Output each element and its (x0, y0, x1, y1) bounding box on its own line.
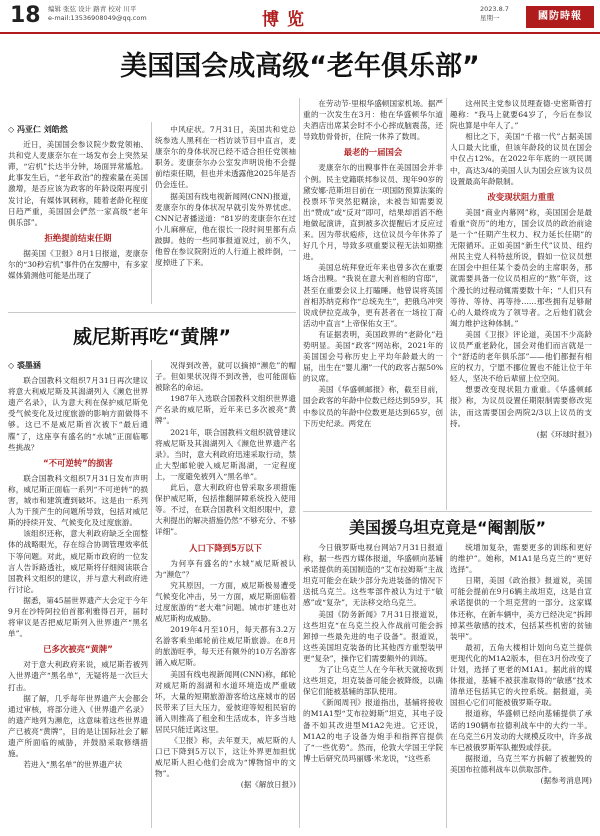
article3-paragraph: 据报道，乌克兰军方拆解了被摧毁的美国布拉德利战车以供取部件。 (450, 753, 592, 774)
article2-paragraph: 究其原因，一方面，威尼斯极易遭受气候变化冲击，另一方面，威尼斯面临着过度旅游的“老大难”问题。城市扩建也对威尼斯构成威胁。 (155, 580, 296, 624)
article2-paragraph: 据悉，第45届世界遗产大会定于今年9月在沙特阿拉伯首都利雅得召开，届时将审议是否把威尼斯列入世界遗产“黑名单”。 (8, 595, 148, 639)
article1-paragraph: 在劳动节·里根华盛顿国家机场。据严重的一次发生在3月：他在华盛顿华尔道夫酒店出席某会时不小心摔成脑震荡，还导致肋骨骨折，住院一休养了数周。 (303, 99, 443, 142)
article2-paragraph: 该组织还称，意大利政府缺乏全面整体的战略眼光，存在综合协调管理效率低下等问题。对此，威尼斯市政府的一位发言人告诉路透社，威尼斯将仔细阅读联合国教科文组织的建议，并与意大利政府进行讨论。 (8, 529, 148, 594)
page-number: 18 (10, 3, 41, 28)
editor-email: e-mail:13536908049@qq.com (48, 14, 147, 22)
article3-paragraph: 报道称，华盛顿已经向基辅提供了承诺的190辆布拉德利战车中的大约一半。在乌克兰6月发动的大规模反攻中，许多战车已被俄罗斯军队摧毁或俘获。 (450, 709, 592, 752)
article-divider (8, 312, 296, 313)
article1-paragraph: 美国总统拜登近年来也曾多次在重要场合出糗。“我说在意大利首相的官邸”，甚至在重要会议上打瞌睡。他曾误将英国首相苏纳克称作“总统先生”，把俄乌冲突说成伊拉克战争，更有甚者在一场拉丁裔活动中直言“上帝保佑女王”。 (303, 263, 443, 328)
article3-paragraph: 日期，美国《政治报》报道说，美国可能会提前在9月6辆主战坦克，这是自宣承诺提供的一个坦克营的一部分。这家媒体还称，在新车辆中，美方已经决定“拆卸掉某些敏感的技术，包括某些机密的贫铀装甲”。 (450, 576, 592, 641)
editor-names: 编辑 张弦 设计 路青 校对 川平 (48, 5, 137, 13)
column-rule (299, 98, 300, 828)
article1-paragraph: 相比之下，美国“千禧一代”占据美国人口最大比重，但该年龄段的议员在国会中仅占12%。在2022年年底的一项民调中，高达3/4的美国人认为国会应该为议员设置最高年龄限制。 (450, 132, 592, 186)
article1-column-3 (303, 98, 443, 510)
article1-subheading-2: 最老的一届国会 (343, 147, 403, 158)
article1-headline: 美国国会成高级“老年俱乐部” (120, 51, 480, 82)
article1-paragraph: 美国“商业内幕网”称，美国国会是最看重“资历”的地方，国会议员的政治前途是一个“任期产生权力、权力延长任期”的无限循环。正如美国“新生代”议员、纽约州民主党人科特兹所说，假如一位议员想在国会中担任某个委员会的主席职务，那就需要具备一位议员相应的“熬”年资，这个漫长的过程动辄需要数十年；“人们只有等待、等待、再等待……那些拥有足够耐心的人最终成为了领导者。之后他们就会竭力维护这种体制。” (450, 207, 592, 328)
article3-paragraph: 最初，五角大楼相计划向乌克兰提供更现代化的M1A2版本，但在3月份改变了计划，选择了更老的M1A1。据此前的媒体报道，基辅不被获准取得的“敏感”技术清单还包括其它的火控系统。据报道，美国担心它们可能被俄罗斯夺取。 (450, 642, 592, 708)
article3-headline: 美国援乌坦克竟是“阉割版” (348, 518, 547, 537)
article3-column-2 (450, 542, 592, 828)
article2-subheading-2: 已多次被亮“黄牌” (43, 644, 113, 655)
article3-paragraph: 美国《防务新闻》7月31日报道说，这些坦克“在乌克兰投入作战前可能会拆卸掉一些最先进的电子设备”。报道说，这些美国坦克装备的比其他西方重型装甲更“复杂”，操作它们需要额外的训练。 (303, 609, 443, 663)
article2-paragraph: 若进入“黑名单”的世界遗产状 (23, 760, 123, 770)
article2-paragraph: 据了解，几乎每年世界遗产大会都会通过审核，将部分进入《世界遗产名录》的遗产地列为濒危，这意味着这些世界遗产已被亮“黄牌”，目的是让国际社会了解遗产所面临的威胁，并鼓励采取修缮措施。 (8, 693, 148, 759)
article1-paragraph: 有证据表明，美国政界的“老龄化”趋势明显。美国“政客”网站称，2021年的美国国会号称历史上平均年龄最大的一届，出生在“婴儿潮”一代的政客占据50%的议席。 (303, 329, 443, 384)
article1-paragraph: 据美国有线电视新闻网(CNN)报道，麦康奈尔的身体状况早就引发外界忧虑。CNN记者播送道：“81岁的麦康奈尔在过小儿麻痹症，他在很长一段时间里都有点跛脚。他的一些同事报道说过，前不久，他曾在参议院附近的人行道上被绊倒，一度掉进了下来。 (155, 191, 296, 268)
article2-source-credit: (据《解放日报》) (240, 780, 296, 790)
article-divider (303, 511, 592, 512)
editor-credits (48, 5, 147, 23)
article2-paragraph: 此后，意大利政府也曾采取多项措施保护威尼斯，包括推翻屏障系统投入使用等。不过，在联合国教科文组织眼中，意大利提出的解决措施仍然“不够充分、不够详细”。 (155, 483, 296, 537)
article1-source-credit: (据《环球时报》) (536, 429, 592, 439)
article3-paragraph: 今日俄罗斯电视台网站7月31日报道称，据一些西方媒体报道，华盛顿向基辅承诺提供的美国制造的“艾布拉姆斯”主战坦克可能会在缺少部分先进装备的情况下送抵乌克兰。这些零部件被认为过于“敏感”或“复杂”，无法移交给乌克兰。 (303, 543, 443, 608)
issue-date: 2023.8.7 (480, 5, 509, 13)
article2-paragraph: 2019年4月至10月，每天都有3.2万名游客乘坐邮轮前往威尼斯旅游。在8月的旅游旺季，每天还有额外的10万名游客涌入威尼斯。 (155, 625, 296, 668)
article1-paragraph: 这州民主党参议员理查德·史密斯曾打趣称：“我马上就要64岁了，今后在参议院也算是中年人了。” (450, 99, 592, 131)
article2-paragraph: 《卫报》称，去年夏天，威尼斯的人口已下降到5万以下，这让外界更加担忧威尼斯人担心他们会成为“博物馆中的文物”。 (155, 736, 296, 779)
article2-paragraph: 况得到改善，就可以摘掉“濒危”的帽子。但如果状况得不到改善，也可能面临被除名的命运。 (155, 361, 296, 393)
column-rule (446, 98, 447, 510)
issue-weekday: 星期一 (480, 14, 500, 22)
article3-paragraph: 统增加复杂，需要更多的训练和更好的维护”。她称，M1A1是乌克兰的“更好选择”。 (450, 543, 592, 575)
article2-paragraph: 联合国教科文组织7月31日再次建议将意大利威尼斯及其潟湖列入《濒危世界遗产名录》，认为意大利在保护威尼斯免受气候变化及过度旅游的影响方面做得不够。这已不是威尼斯首次被下“最后通牒”了，这座享有盛名的“水城”正面临哪些挑战？ (8, 376, 148, 452)
article1-column-2 (155, 124, 296, 304)
newspaper-logo: 國防時報 (526, 6, 594, 28)
column-rule (151, 360, 152, 828)
section-title: 博览 (262, 10, 312, 30)
issue-date-block (480, 5, 509, 23)
article2-headline: 威尼斯再吃“黄牌” (73, 326, 231, 348)
column-rule (446, 542, 447, 828)
article1-paragraph: 美国《华盛顿邮报》称，截至目前，国会政客的年龄中位数已经达到59岁，其中参议员的年龄中位数更是达到65岁，创下历史纪录。两党在 (303, 385, 443, 428)
masthead (0, 0, 600, 34)
article2-paragraph: 为何享有盛名的“水城”威尼斯被认为“濒危”？ (155, 558, 296, 579)
article1-subheading-3: 改变现状阻力重重 (487, 191, 555, 202)
article2-subheading-3: 人口下降到5万以下 (189, 542, 262, 553)
article3-paragraph: 为了让乌克兰人在今年秋天就接收到这些坦克，坦克装备可能会被降级，以确保它们能被基辅的部队使用。 (303, 665, 443, 697)
article1-column-1 (8, 124, 148, 296)
article2-paragraph: 2021年，联合国教科文组织就曾建议将威尼斯及其潟湖列入《濒危世界遗产名录》。当时，意大利政府迅速采取行动，禁止大型邮轮驶入威尼斯潟湖，一定程度上，一度避免被列入“黑名单”。 (155, 427, 296, 481)
article3-source-credit: (据参考消息网) (540, 775, 592, 785)
column-rule (151, 122, 152, 304)
article1-paragraph: 中风症状。7月31日，美国共和党总统参选人黑利在一档访谈节目中直言，麦康奈尔的身体状况已经不适合担任党领袖职务。麦康奈尔办公室发声明说他不会提前结束任期，但也并未透露他2025年是否仍会连任。 (155, 125, 296, 190)
article2-column-1 (8, 360, 148, 828)
article2-column-2 (155, 360, 296, 828)
article1-paragraph: 美国《卫报》评论道，美国不少高龄议员严重老龄化，国会对他们而言就是一个“舒适的老年俱乐部”——他们都握有相应的权力，宁愿不挪位置也不能让位于年轻人，坚决不给后辈留上位空间。 (450, 329, 592, 384)
article2-paragraph: 1987年入选联合国教科文组织世界遗产名录的威尼斯，近年来已多次被亮“黄牌”。 (155, 394, 296, 426)
article3-column-1 (303, 542, 443, 828)
article2-subheading-1: “不可逆转”的损害 (43, 457, 113, 468)
article1-byline: ◇ 冯亚仁 刘皓然 (8, 125, 68, 134)
article2-paragraph: 联合国教科文组织7月31日发布声明称，威尼斯正面临一系列“不可逆转”的损害，城市和建筑遭到破坏。这是由一系列人为干预产生的问题所导致，包括对威尼斯的持续开发、气候变化及过度旅游。 (8, 473, 148, 528)
article1-paragraph: 想要改变现状阻力重重。《华盛顿邮报》称，为议员设置任期限制需要修改宪法，而这需要国会两院2/3以上议员的支持。 (450, 385, 592, 428)
article1-paragraph: 据美国《卫报》8月1日报道，麦康奈尔的“30秒宕机”事件仍在发酵中，有多家媒体猜测他可能是出现了 (8, 248, 148, 281)
article2-paragraph: 对于意大利政府来说，威尼斯若被列入世界遗产“黑名单”，无疑将是一次巨大打击。 (8, 660, 148, 692)
article1-paragraph: 麦康奈尔的出糗事件在美国国会并非个例。民主党籍联邦参议员、现年90岁的黛安娜·范斯坦目前在一项国防预算法案的投票环节突然犯糊涂，未被告知需要说出“赞成”或“反对”即可，结果却滔滔不绝地做起演讲，直到被多次提醒后才反应过来。因为带状疱疹，这位议员今年休养了好几个月，导致多项重要议程无法如期推进。 (303, 163, 443, 262)
article2-byline: ◇ 裘墨涵 (8, 361, 41, 370)
article3-paragraph: 《新闻周刊》报道指出，基辅将接收的M1A1型“艾布拉姆斯”坦克，其电子设备不如其改进型M1A2先进。它还说，M1A2的电子设备为炮手和指挥官提供了“一些优势”。然而，伦敦大学国王学院博士后研究员玛丽娜·米龙说，“这些系 (303, 698, 443, 763)
article1-column-4 (450, 98, 592, 510)
article1-paragraph: 近日，美国国会参议院少数党领袖、共和党人麦康奈尔在一场发布会上突然呆滞，“宕机”长达半分钟，场面异常尴尬。此事发生后，“老年政治”的搜索量在美国激增，是否应该为政客的年龄设限再度引发讨论，有媒体讽刺称，随着老龄化程度日趋严重，美国国会俨然一家高级“老年俱乐部”。 (8, 140, 148, 227)
article2-paragraph: 美国有线电视新闻网(CNN)称，邮轮对威尼斯的潟湖和水道环境造成严重破坏，大量的短期旅游游客给这座城市的居民带来了巨大压力，爱彼迎等短租民宿的涌入则推高了租金和生活成本，许多当地居民只能迁离这里。 (155, 669, 296, 734)
article1-subheading-1: 拒绝提前结束任期 (44, 232, 112, 243)
